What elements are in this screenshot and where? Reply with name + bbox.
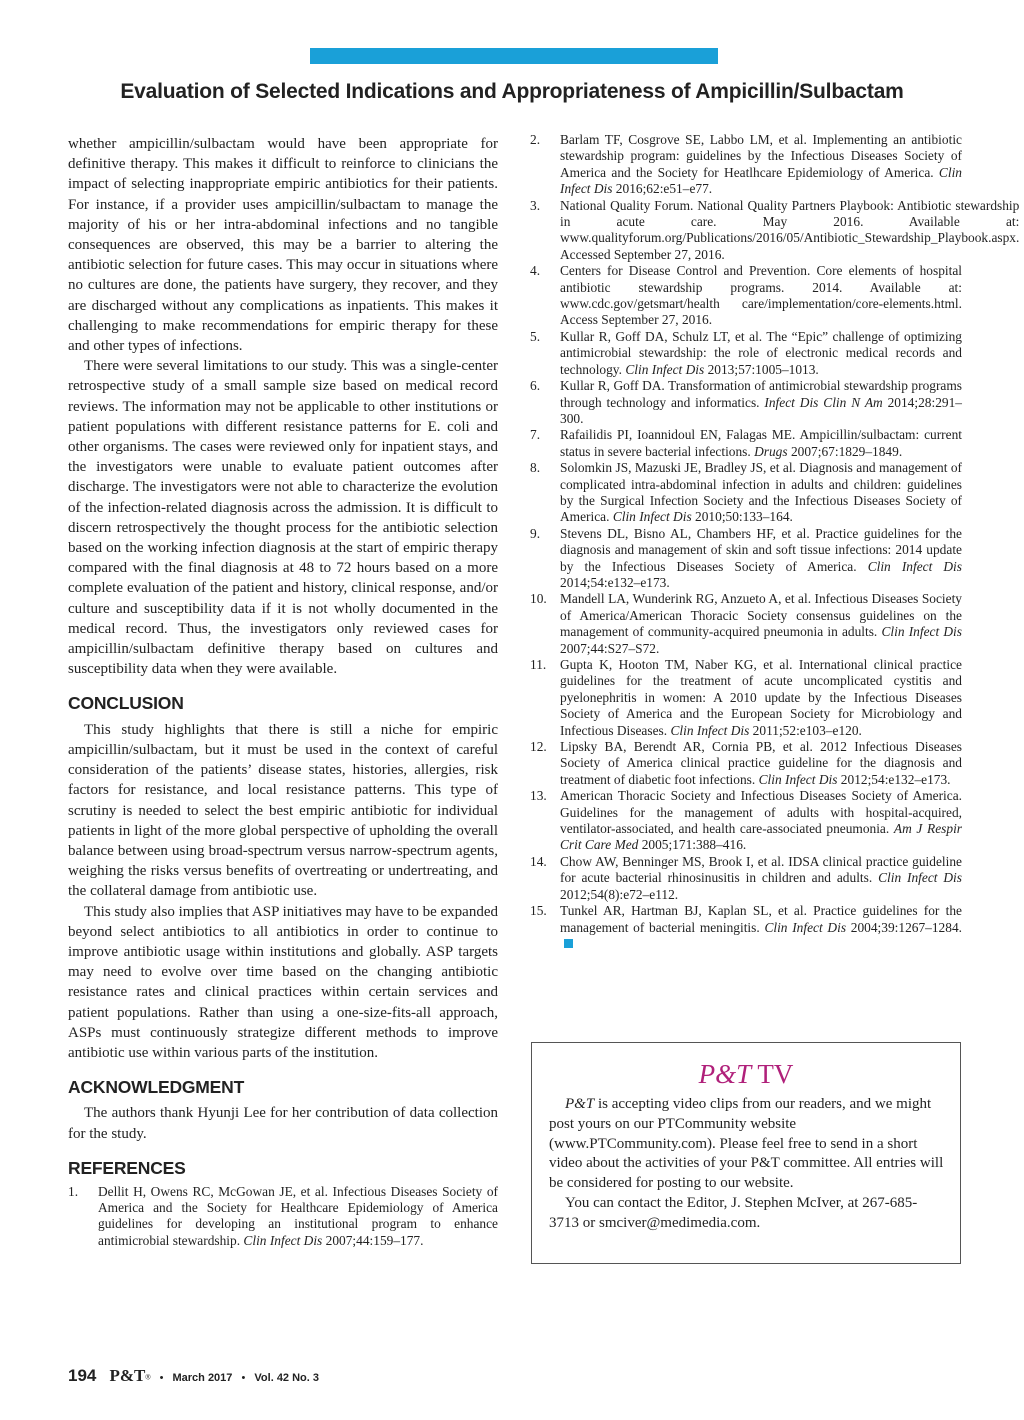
- ptv-title-rest: TV: [751, 1059, 794, 1089]
- reference-item: [530, 132, 962, 198]
- reference-cite: 2004;39:1267–1284.: [850, 919, 962, 935]
- acknowledgment-paragraph: The authors thank Hyunji Lee for her contribution of data collection for the study.: [68, 1105, 498, 1142]
- reference-item: [530, 197, 1020, 264]
- reference-number: 11.: [530, 657, 547, 672]
- reference-journal: Clin Infect Dis: [625, 361, 705, 377]
- reference-text: [560, 526, 962, 592]
- reference-number: 6.: [530, 378, 541, 394]
- body-paragraph: This study highlights that there is still a niche for empiric ampicillin/sulbactam, but it must be used in the context of careful consideration of the patients’ disease states, histories, allergies, risk factors for resistance, and local resistance patterns. This type of scrutiny is needed to select the best empiric antibiotic for individual patients in light of the more global perspective of upholding the overall balance between using broad-spectrum versus narrow-spectrum agents, weighing the risks versus benefits of overtreating or undertreating, and the collateral damage from antibiotic use.: [68, 721, 498, 900]
- ptv-body: [549, 1095, 945, 1234]
- reference-item: [530, 591, 962, 657]
- reference-journal: Clin Infect Dis: [612, 509, 692, 525]
- top-accent-bar: [310, 48, 718, 64]
- reference-item: [530, 378, 962, 427]
- page-number: 194: [68, 1366, 97, 1385]
- reference-item: [68, 1184, 498, 1249]
- reference-number: 13.: [530, 788, 547, 804]
- reference-text: [560, 460, 962, 526]
- reference-item: [530, 460, 962, 526]
- reference-cite: 2013;57:1005–1013.: [707, 361, 819, 377]
- running-title: Evaluation of Selected Indications and Appropriateness of Ampicillin/Sulbactam: [120, 80, 904, 103]
- reference-text: [560, 132, 962, 198]
- reference-body: Tunkel AR, Hartman BJ, Kaplan SL, et al. Practice guidelines for the management of bacterial meningitis.: [560, 903, 962, 935]
- reference-journal: Am J Respir Crit Care Med: [560, 821, 962, 853]
- reference-body: Kullar R, Goff DA, Schulz LT, et al. The “Epic” challenge of optimizing antimicrobial stewardship: the role of electronic medical records and technology.: [560, 328, 962, 377]
- reference-text: [560, 591, 962, 657]
- reference-cite: 2016;62:e51–e77.: [615, 181, 713, 197]
- conclusion-heading: CONCLUSION: [68, 693, 184, 714]
- reference-number: 12.: [530, 739, 547, 755]
- reference-journal: Clin Infect Dis: [878, 870, 962, 886]
- reference-body: National Quality Forum. National Quality Partners Playbook: Antibiotic stewardship in acute care. May 2016. Available at: www.qualityforum.org/Publications/2016/05/Antibiotic_Stewardship_Playbook.aspx. Accessed September 27, 2016.: [560, 197, 1020, 262]
- reference-number: 1.: [68, 1183, 79, 1199]
- references-heading: REFERENCES: [68, 1157, 186, 1178]
- reference-cite: 2012;54(8):e72–e112.: [560, 886, 679, 902]
- reference-body: Solomkin JS, Mazuski JE, Bradley JS, et al. Diagnosis and management of complicated intra-abdominal infection in adults and children: guidelines by the Surgical Infection Society and the Infectious Diseases Society of America.: [560, 460, 962, 525]
- reference-body: Mandell LA, Wunderink RG, Anzueto A, et al. Infectious Diseases Society of America/American Thoracic Society consensus guidelines on the management of community-acquired pneumonia in adults.: [560, 591, 962, 640]
- bullet-separator: •: [241, 1372, 246, 1384]
- left-column: [68, 134, 498, 1249]
- reference-body: Stevens DL, Bisno AL, Chambers HF, et al. Practice guidelines for the diagnosis and management of skin and soft tissue infections: 2014 update by the Infectious Diseases Society of America.: [560, 525, 962, 574]
- reference-body: Centers for Disease Control and Prevention. Core elements of hospital antibiotic stewardship programs. 2014. Available at: www.cdc.gov/getsmart/health care/implementation/core-elements.html. Access September 27, 2016.: [560, 263, 962, 328]
- reference-number: 14.: [530, 853, 547, 869]
- reference-number: 10.: [530, 591, 547, 607]
- reference-journal: Infect Dis Clin N Am: [764, 394, 883, 410]
- reference-cite: 2011;52:e103–e120.: [752, 722, 862, 738]
- reference-number: 9.: [530, 525, 541, 541]
- reference-body: Chow AW, Benninger MS, Brook I, et al. IDSA clinical practice guideline for acute bacterial rhinosinusitis in children and adults.: [560, 853, 962, 886]
- reference-number: 4.: [530, 263, 541, 279]
- reference-text: [560, 378, 962, 427]
- issue-volume: Vol. 42 No. 3: [254, 1372, 319, 1384]
- reference-item: [530, 788, 962, 854]
- reference-item: [530, 739, 962, 788]
- ptv-title: [532, 1059, 960, 1090]
- ptv-para-italic: P&T: [565, 1096, 595, 1112]
- reference-journal: Clin Infect Dis: [867, 558, 962, 574]
- reference-cite: 2014;54:e132–e173.: [560, 574, 670, 590]
- reference-body: Kullar R, Goff DA. Transformation of antimicrobial stewardship programs through technology and informatics.: [560, 378, 962, 410]
- reference-item: [530, 263, 962, 329]
- reference-item: [530, 329, 962, 378]
- reference-item: [530, 854, 962, 903]
- acknowledgment-heading: ACKNOWLEDGMENT: [68, 1077, 245, 1098]
- reference-cite: 2005;171:388–416.: [641, 837, 747, 853]
- reference-journal: Clin Infect Dis: [670, 722, 750, 738]
- right-column-references: [530, 132, 1020, 952]
- reference-journal: Clin Infect Dis: [560, 164, 962, 197]
- bullet-separator: •: [159, 1372, 164, 1384]
- reference-cite: 2007;44:159–177.: [325, 1232, 424, 1248]
- reference-cite: 2012;54:e132–e173.: [840, 771, 951, 787]
- reference-text: [560, 788, 962, 854]
- reference-body: American Thoracic Society and Infectious Diseases Society of America. Guidelines for the management of adults with hospital-acquired, ventilator-associated, and health care-associated pneumonia.: [560, 788, 962, 837]
- reference-number: 8.: [530, 460, 541, 476]
- end-of-article-mark: [564, 939, 573, 948]
- reference-cite: 2007;67:1829–1849.: [790, 443, 903, 459]
- body-paragraph: This study also implies that ASP initiatives may have to be expanded beyond select antibiotics to all antibiotics in order to continue to improve antibiotic usage within institutions and globally. ASP targets may need to evolve over time based on the changing antibiotic resistance rates and clinical practices within certain services and patient populations. Rather than using a one-size-fits-all approach, ASPs must continuously strategize different methods to improve antibiotic use within various parts of the institution.: [68, 903, 498, 1061]
- reference-text: [98, 1184, 498, 1249]
- reference-text: [560, 854, 962, 903]
- reference-number: 7.: [530, 427, 541, 443]
- journal-name: P&T: [109, 1366, 146, 1385]
- reference-journal: Clin Infect Dis: [758, 771, 838, 787]
- body-paragraph: There were several limitations to our study. This was a single-center retrospective study of a small sample size based on medical record reviews. The information may not be applicable to other institutions or patient populations with different resistance patterns for E. coli and other organisms. The cases were reviewed only for inpatient stays, and the investigators were unable to evaluate patient outcomes after discharge. The investigators were not able to characterize the evolution of the infection-related diagnosis across the admission. It is difficult to discern retrospectively the thought process for the antibiotic selection based on the working infection diagnosis at the start of empiric therapy compared with the final diagnosis at 48 to 72 hours based on a more complete evaluation of the patient and history, clinical response, and/or culture and susceptibility data if it is not wholly documented in the medical record. Thus, the investigators only reviewed cases for ampicillin/sulbactam definitive therapy based on cultures and susceptibility data when they were available.: [68, 358, 498, 678]
- reference-cite: 2007;44:S27–S72.: [560, 640, 660, 656]
- reference-item: [530, 427, 962, 460]
- reference-journal: Clin Infect Dis: [243, 1232, 323, 1248]
- reference-cite: 2010;50:133–164.: [695, 509, 793, 525]
- reference-text: [560, 329, 962, 378]
- reference-body: Barlam TF, Cosgrove SE, Labbo LM, et al. Implementing an antibiotic stewardship program: guidelines by the Infectious Diseases Society of America and the Society for Heatlhcare Epidemiology of America.: [560, 132, 962, 180]
- reference-body: Gupta K, Hooton TM, Naber KG, et al. International clinical practice guidelines for the treatment of acute uncomplicated cystitis and pyelonephritis in women: A 2010 update by the Infectious Diseases Society of America and the European Society for Microbiology and Infectious Diseases.: [560, 657, 962, 738]
- reference-item: [530, 903, 962, 952]
- reference-number: 5.: [530, 328, 541, 344]
- reference-item: [530, 657, 962, 739]
- reference-number: 3.: [530, 197, 541, 213]
- reference-text: [560, 198, 1019, 264]
- reference-cite: 2014;28:291–300.: [560, 394, 962, 426]
- ptv-callout-box: [531, 1042, 961, 1264]
- reference-text: [560, 657, 962, 739]
- reference-item: [530, 526, 962, 592]
- reference-text: [560, 427, 962, 460]
- page-footer: [68, 1366, 319, 1386]
- body-paragraph: whether ampicillin/sulbactam would have been appropriate for definitive therapy. This makes it difficult to reinforce to clinicians the impact of selecting inappropriate empiric antibiotics for their patients. For instance, if a provider uses ampicillin/sulbactam to manage the majority of his or her intra-abdominal infections and no tangible consequences are observed, this may be a barrier to altering the antibiotic selection for future cases. This may occur in situations where no cultures are done, the patients have surgery, they recover, and they are discharged without any complications as inpatients. This makes it challenging to make recommendations for empiric therapy for these and other types of infections.: [68, 136, 498, 355]
- reference-journal: Clin Infect Dis: [764, 919, 847, 935]
- ptv-contact-paragraph: You can contact the Editor, J. Stephen McIver, at 267-685-3713 or smciver@medimedia.com.: [549, 1194, 918, 1231]
- reference-number: 15.: [530, 903, 547, 919]
- reference-journal: Drugs: [754, 443, 788, 459]
- ptv-para-text: is accepting video clips from our readers, and we might post yours on our PTCommunity website (www.PTCommunity.com). Please feel free to send in a short video about the activities of your P&T committee. All entries will be considered for posting to our website.: [549, 1096, 944, 1192]
- issue-date: March 2017: [172, 1372, 233, 1384]
- reference-number: 2.: [530, 132, 541, 147]
- reference-text: [560, 739, 962, 788]
- ptv-paragraph: [549, 1095, 945, 1194]
- reference-body: Rafailidis PI, Ioannidoul EN, Falagas ME. Ampicillin/sulbactam: current status in severe bacterial infections.: [560, 427, 962, 459]
- reference-journal: Clin Infect Dis: [881, 624, 962, 640]
- registered-mark: ®: [145, 1374, 151, 1382]
- reference-body: Lipsky BA, Berendt AR, Cornia PB, et al. 2012 Infectious Diseases Society of America clinical practice guideline for the diagnosis and treatment of diabetic foot infections.: [560, 739, 962, 787]
- reference-text: [560, 263, 962, 329]
- reference-body: Dellit H, Owens RC, McGowan JE, et al. Infectious Diseases Society of America and the Society for Healthcare Epidemiology of America guidelines for developing an institutional program to enhance antimicrobial stewardship.: [98, 1183, 498, 1248]
- ptv-title-italic: P&T: [698, 1059, 752, 1089]
- reference-text: [560, 903, 962, 952]
